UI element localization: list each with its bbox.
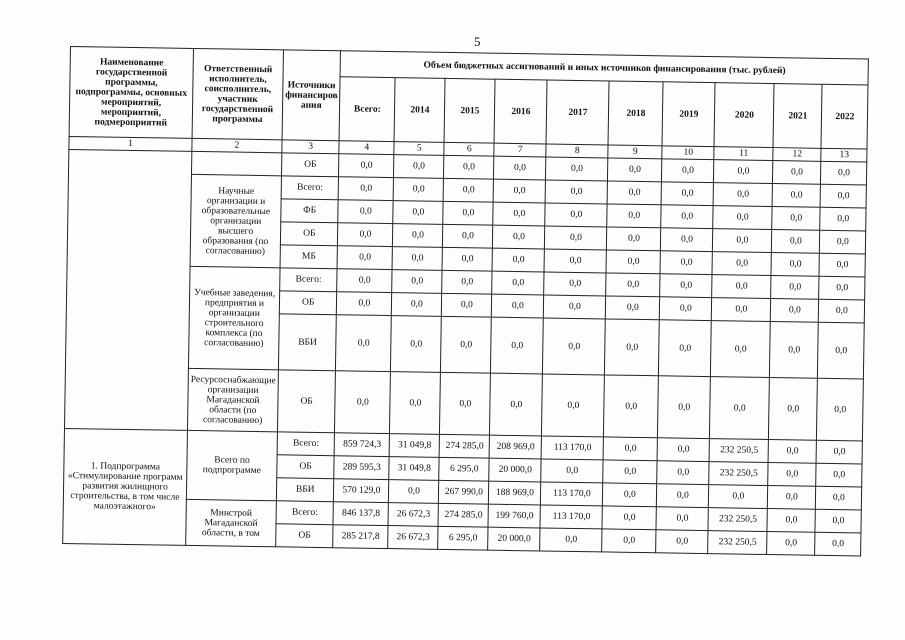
year-value-cell: 0,0 (542, 374, 605, 437)
year-value-cell: 0,0 (768, 463, 816, 487)
header-total: Всего: (339, 77, 395, 142)
year-value-cell: 0,0 (606, 273, 660, 297)
year-value-cell: 0,0 (389, 480, 439, 504)
source-cell: ФБ (281, 199, 339, 223)
year-value-cell: 0,0 (604, 375, 659, 438)
executor-cell: Минстрой Магаданской области, в том (186, 499, 277, 546)
header-year: 2018 (608, 81, 663, 146)
header-program: Наименование государственной программы, подпрограммы, основных мероприятий, мероприятий, подмероприятий (69, 47, 193, 139)
year-value-cell: 0,0 (393, 224, 443, 248)
header-year: 2016 (494, 79, 547, 144)
year-value-cell: 0,0 (658, 376, 711, 439)
column-index: 4 (339, 141, 394, 155)
year-value-cell: 0,0 (492, 271, 544, 295)
column-index: 9 (608, 145, 662, 159)
year-value-cell: 0,0 (820, 184, 866, 208)
year-value-cell: 0,0 (661, 205, 713, 229)
column-index: 7 (494, 143, 546, 157)
source-cell: ОБ (279, 291, 337, 315)
year-value-cell: 0,0 (820, 230, 866, 254)
year-value-cell: 0,0 (816, 486, 862, 510)
year-value-cell: 20 000,0 (489, 458, 541, 482)
year-value-cell: 0,0 (603, 460, 657, 484)
year-value-cell: 0,0 (712, 252, 771, 276)
year-value-cell: 31 049,8 (389, 457, 439, 481)
year-value-cell: 274 285,0 (438, 503, 488, 527)
total-value-cell: 0,0 (336, 315, 392, 372)
total-value-cell: 285 217,8 (333, 525, 388, 549)
year-value-cell: 0,0 (606, 296, 660, 320)
year-value-cell: 267 990,0 (439, 480, 489, 504)
year-value-cell: 0,0 (819, 276, 865, 300)
year-value-cell: 0,0 (815, 532, 861, 556)
year-value-cell: 0,0 (767, 532, 815, 556)
executor-cell: Всего по подпрограмме (186, 430, 277, 500)
column-index: 13 (821, 148, 867, 162)
year-value-cell: 0,0 (770, 322, 819, 379)
year-value-cell: 232 250,5 (709, 462, 768, 486)
year-value-cell: 0,0 (607, 204, 661, 228)
year-value-cell: 0,0 (545, 226, 607, 250)
source-cell: ВБИ (276, 478, 334, 502)
year-value-cell: 0,0 (712, 298, 771, 322)
program-name-cell (64, 149, 191, 430)
year-value-cell: 0,0 (606, 250, 660, 274)
year-value-cell: 0,0 (815, 509, 861, 533)
year-value-cell: 0,0 (444, 155, 494, 179)
year-value-cell: 0,0 (771, 299, 819, 323)
year-value-cell: 0,0 (711, 321, 771, 378)
year-value-cell: 0,0 (603, 483, 657, 507)
total-value-cell: 0,0 (338, 200, 393, 224)
year-value-cell: 0,0 (543, 318, 606, 375)
year-value-cell: 0,0 (768, 486, 816, 510)
year-value-cell: 0,0 (443, 224, 493, 248)
year-value-cell: 20 000,0 (488, 527, 540, 551)
column-index: 1 (69, 136, 192, 151)
year-value-cell: 208 969,0 (489, 435, 541, 459)
source-cell: Всего: (281, 176, 339, 200)
source-cell: ВБИ (278, 314, 336, 371)
year-value-cell: 0,0 (819, 299, 865, 323)
column-index: 5 (394, 142, 444, 156)
year-value-cell: 0,0 (544, 272, 606, 296)
year-value-cell: 0,0 (819, 253, 865, 277)
header-year: 2019 (662, 82, 715, 147)
year-value-cell: 0,0 (393, 178, 443, 202)
year-value-cell: 0,0 (491, 317, 544, 374)
year-value-cell: 0,0 (710, 377, 770, 440)
year-value-cell: 232 250,5 (709, 439, 768, 463)
program-name-cell: 1. Подпрограмма «Стимулирование программ развития жилищного строительства, в том числе малоэтажного» (63, 428, 188, 545)
year-value-cell: 0,0 (713, 183, 772, 207)
total-value-cell: 0,0 (337, 269, 392, 293)
year-value-cell: 0,0 (494, 156, 546, 180)
header-year: 2021 (773, 84, 822, 149)
year-value-cell: 0,0 (714, 160, 773, 184)
total-value-cell: 859 724,3 (334, 433, 389, 457)
year-value-cell: 0,0 (493, 225, 545, 249)
year-value-cell: 0,0 (608, 158, 662, 182)
year-value-cell: 26 672,3 (388, 526, 438, 550)
column-index: 3 (282, 140, 340, 154)
column-index: 11 (714, 147, 773, 161)
year-value-cell: 0,0 (772, 230, 820, 254)
total-value-cell: 0,0 (338, 223, 393, 247)
header-year: 2015 (444, 78, 495, 143)
year-value-cell: 113 170,0 (541, 482, 603, 506)
source-cell: МБ (280, 245, 338, 269)
source-cell: Всего: (280, 268, 338, 292)
year-value-cell: 31 049,8 (389, 434, 439, 458)
source-cell: Всего: (276, 501, 334, 525)
year-value-cell: 0,0 (605, 319, 660, 376)
year-value-cell: 0,0 (392, 247, 442, 271)
year-value-cell: 0,0 (772, 184, 820, 208)
year-value-cell: 0,0 (603, 437, 657, 461)
year-value-cell: 0,0 (820, 207, 866, 231)
year-value-cell: 0,0 (602, 529, 656, 553)
year-value-cell: 0,0 (771, 276, 819, 300)
year-value-cell: 232 250,5 (708, 531, 767, 555)
year-value-cell: 0,0 (443, 201, 493, 225)
total-value-cell: 0,0 (335, 371, 391, 434)
year-value-cell: 0,0 (660, 297, 712, 321)
year-value-cell: 0,0 (442, 247, 492, 271)
year-value-cell: 6 295,0 (439, 457, 489, 481)
source-cell: ОБ (282, 153, 340, 177)
year-value-cell: 274 285,0 (439, 434, 489, 458)
year-value-cell: 199 760,0 (488, 504, 540, 528)
year-value-cell: 0,0 (493, 202, 545, 226)
executor-cell (191, 151, 281, 175)
year-value-cell: 0,0 (607, 227, 661, 251)
page-number: 5 (474, 34, 481, 49)
year-value-cell: 0,0 (662, 159, 714, 183)
year-value-cell: 0,0 (546, 157, 608, 181)
executor-cell: Учебные заведения, предприятия и организации строительного комплекса (по согласованию) (188, 266, 280, 369)
year-value-cell: 0,0 (818, 322, 865, 379)
year-value-cell: 0,0 (773, 161, 821, 185)
year-value-cell: 232 250,5 (708, 508, 767, 532)
header-year: 2017 (546, 80, 609, 145)
year-value-cell: 0,0 (771, 253, 819, 277)
year-value-cell: 113 170,0 (541, 436, 603, 460)
year-value-cell: 0,0 (709, 485, 768, 509)
year-value-cell: 0,0 (492, 248, 544, 272)
total-value-cell: 0,0 (339, 154, 394, 178)
total-value-cell: 0,0 (337, 292, 392, 316)
year-value-cell: 113 170,0 (540, 505, 602, 529)
year-value-cell: 0,0 (393, 201, 443, 225)
year-value-cell: 0,0 (769, 378, 818, 441)
source-cell: ОБ (280, 222, 338, 246)
table-body (63, 136, 868, 555)
executor-cell: Ресурсоснабжающие организации Магаданской области (по согласованию) (187, 368, 278, 431)
year-value-cell: 0,0 (657, 461, 709, 485)
source-cell: ОБ (277, 370, 335, 433)
header-source: Источники финансиров ания (282, 50, 341, 141)
year-value-cell: 6 295,0 (438, 526, 488, 550)
year-value-cell: 0,0 (768, 440, 816, 464)
year-value-cell: 0,0 (544, 249, 606, 273)
column-index: 12 (773, 148, 821, 162)
column-index: 10 (662, 146, 714, 160)
total-value-cell: 570 129,0 (334, 479, 389, 503)
column-index: 2 (192, 138, 282, 152)
year-value-cell: 0,0 (767, 509, 815, 533)
year-value-cell: 0,0 (392, 270, 442, 294)
year-value-cell: 188 969,0 (489, 481, 541, 505)
year-value-cell: 0,0 (392, 293, 442, 317)
header-year: 2014 (394, 78, 445, 143)
year-value-cell: 0,0 (441, 316, 492, 373)
year-value-cell: 0,0 (817, 378, 864, 441)
year-value-cell: 26 672,3 (388, 503, 438, 527)
year-value-cell: 0,0 (442, 293, 492, 317)
year-value-cell: 0,0 (493, 179, 545, 203)
source-cell: Всего: (277, 432, 335, 456)
header-year: 2020 (714, 83, 774, 148)
header-executor: Ответственный исполнитель, соисполнитель, участник государственной программы (192, 48, 283, 139)
total-value-cell: 0,0 (338, 177, 393, 201)
year-value-cell: 0,0 (443, 178, 493, 202)
year-value-cell: 0,0 (541, 459, 603, 483)
year-value-cell: 0,0 (712, 275, 771, 299)
year-value-cell: 0,0 (544, 295, 606, 319)
total-value-cell: 846 137,8 (333, 502, 388, 526)
year-value-cell: 0,0 (490, 373, 543, 436)
year-value-cell: 0,0 (816, 463, 862, 487)
year-value-cell: 0,0 (661, 228, 713, 252)
source-cell: ОБ (276, 524, 334, 548)
year-value-cell: 0,0 (659, 320, 712, 377)
year-value-cell: 0,0 (656, 530, 708, 554)
year-value-cell: 0,0 (713, 229, 772, 253)
year-value-cell: 0,0 (657, 484, 709, 508)
year-value-cell: 0,0 (394, 155, 444, 179)
year-value-cell: 0,0 (660, 251, 712, 275)
year-value-cell: 0,0 (656, 507, 708, 531)
total-value-cell: 0,0 (337, 246, 392, 270)
total-value-cell: 289 595,3 (334, 456, 389, 480)
header-year: 2022 (821, 84, 868, 149)
year-value-cell: 0,0 (713, 206, 772, 230)
year-value-cell: 0,0 (602, 506, 656, 530)
year-value-cell: 0,0 (540, 528, 602, 552)
column-index: 6 (444, 142, 494, 156)
year-value-cell: 0,0 (390, 372, 441, 435)
year-value-cell: 0,0 (821, 161, 867, 185)
year-value-cell: 0,0 (657, 438, 709, 462)
executor-cell: Научные организации и образовательные организации высшего образования (по согласованию) (190, 174, 281, 267)
year-value-cell: 0,0 (391, 316, 442, 373)
year-value-cell: 0,0 (607, 181, 661, 205)
year-value-cell: 0,0 (772, 207, 820, 231)
budget-table (62, 46, 869, 556)
header-funding-group: Объем бюджетных ассигнований и иных источников финансирования (тыс. рублей) (340, 51, 868, 85)
year-value-cell: 0,0 (661, 182, 713, 206)
source-cell: ОБ (277, 455, 335, 479)
year-value-cell: 0,0 (492, 294, 544, 318)
year-value-cell: 0,0 (816, 440, 862, 464)
year-value-cell: 0,0 (545, 180, 607, 204)
year-value-cell: 0,0 (545, 203, 607, 227)
year-value-cell: 0,0 (442, 270, 492, 294)
column-index: 8 (546, 144, 608, 158)
year-value-cell: 0,0 (660, 274, 712, 298)
year-value-cell: 0,0 (440, 372, 491, 435)
